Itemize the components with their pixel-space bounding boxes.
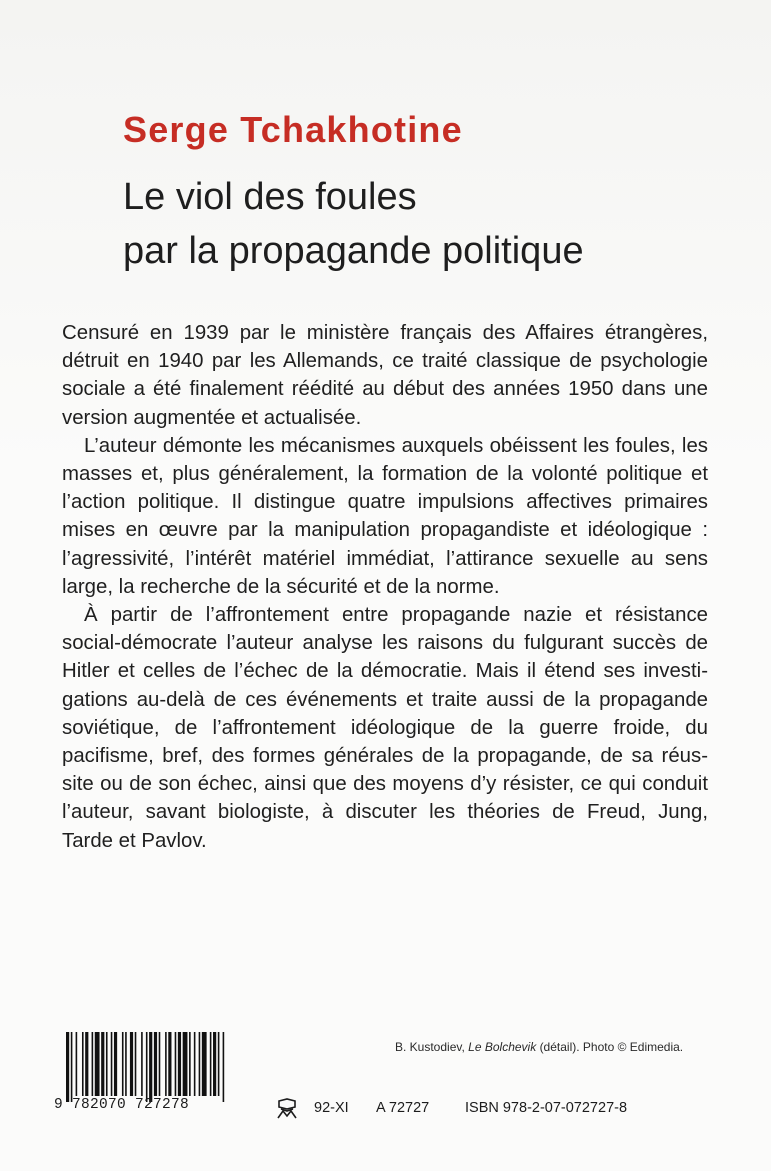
barcode-bar [210,1032,212,1096]
blurb-line: détruit en 1940 par les Allemands, ce traité classique de psychologie [62,350,708,373]
collection-code: 92-XI [314,1100,349,1116]
blurb-line: large, la recherche de la sécurité et de la norme. [62,575,500,598]
blurb-line: mises en œuvre par la manipulation propagandiste et idéologique : [62,519,708,542]
barcode-bar [146,1032,148,1102]
book-title [123,170,584,278]
barcode-bar [178,1032,181,1096]
blurb-line: l’agressivité, l’intérêt matériel immédiat, l’attirance sexuelle au sens [62,547,708,570]
gallimard-folio-logo-icon [275,1098,299,1120]
author-name: Serge Tchakhotine [123,109,463,150]
blurb-line: Tarde et Pavlov. [62,829,207,852]
barcode-bar [223,1032,225,1102]
barcode-bar [189,1032,191,1096]
blurb-line: À partir de l’affrontement entre propagande nazie et résistance [84,604,708,627]
barcode-bar [101,1032,104,1096]
article-code: A 72727 [376,1100,430,1116]
blurb-line: sociale a été finalement réédité au début des années 1950 dans une [62,378,708,401]
barcode-bar [92,1032,94,1096]
barcode-bar [71,1032,73,1102]
barcode-bar [202,1032,207,1096]
barcode-bar [159,1032,161,1096]
barcode-bar [106,1032,108,1096]
credit-artist: B. Kustodiev, [395,1040,465,1054]
blurb-line: version augmentée et actualisée. [62,406,362,429]
barcode-bar [218,1032,220,1096]
credit-rest: (détail). Photo © Edimedia. [539,1040,684,1054]
barcode-bar [141,1032,143,1096]
barcode-bar [66,1032,69,1102]
blurb-line: site ou de son échec, ainsi que des moyens d’y résister, ce qui conduit [62,773,708,796]
barcode-bar [175,1032,177,1096]
blurb-line: l’auteur, savant biologiste, à discuter les théories de Freud, Jung, [62,801,708,824]
barcode-bar [114,1032,117,1096]
barcode [66,1032,229,1102]
blurb-line: Censuré en 1939 par le ministère français des Affaires étrangères, [62,322,708,344]
barcode-bar [95,1032,100,1096]
barcode-bar [149,1032,152,1102]
blurb-line: l’action politique. Il distingue quatre impulsions affectives primaires [62,491,708,514]
barcode-bar [213,1032,216,1096]
barcode-bar [85,1032,88,1096]
blurb-line: social-démocrate l’auteur analyse les raisons du fulgurant succès de [62,632,708,655]
blurb-line: soviétique, de l’affrontement idéologique de la guerre froide, du [62,716,708,739]
barcode-bar [183,1032,188,1096]
blurb-line: L’auteur démonte les mécanismes auxquels obéissent les foules, les [84,434,708,457]
book-title-line-2: par la propagande politique [123,230,584,272]
barcode-bar [154,1032,157,1096]
book-title-line-1: Le viol des foules [123,176,417,218]
barcode-bar [122,1032,124,1096]
barcode-bar [76,1032,78,1096]
barcode-bar [82,1032,84,1096]
blurb-line: gations au-delà de ces événements et traite aussi de la propagande [62,688,708,711]
barcode-bar [135,1032,137,1096]
blurb-text [62,319,708,855]
barcode-bar [199,1032,201,1096]
barcode-bar [168,1032,171,1096]
barcode-bar [194,1032,196,1096]
blurb-line: pacifisme, bref, des formes générales de la propagande, de sa réus- [62,745,708,768]
blurb-line: masses et, plus généralement, la formation de la volonté politique et [62,463,708,486]
blurb-line: Hitler et celles de l’échec de la démocratie. Mais il étend ses investi- [62,660,708,683]
image-credit [395,1040,683,1054]
barcode-bar [111,1032,113,1096]
credit-work-title: Le Bolchevik [468,1040,537,1054]
barcode-bar [130,1032,133,1096]
barcode-bar [125,1032,127,1096]
isbn: ISBN 978-2-07-072727-8 [465,1100,628,1116]
barcode-bar [165,1032,167,1096]
barcode-digits: 9 782070 727278 [54,1097,190,1113]
